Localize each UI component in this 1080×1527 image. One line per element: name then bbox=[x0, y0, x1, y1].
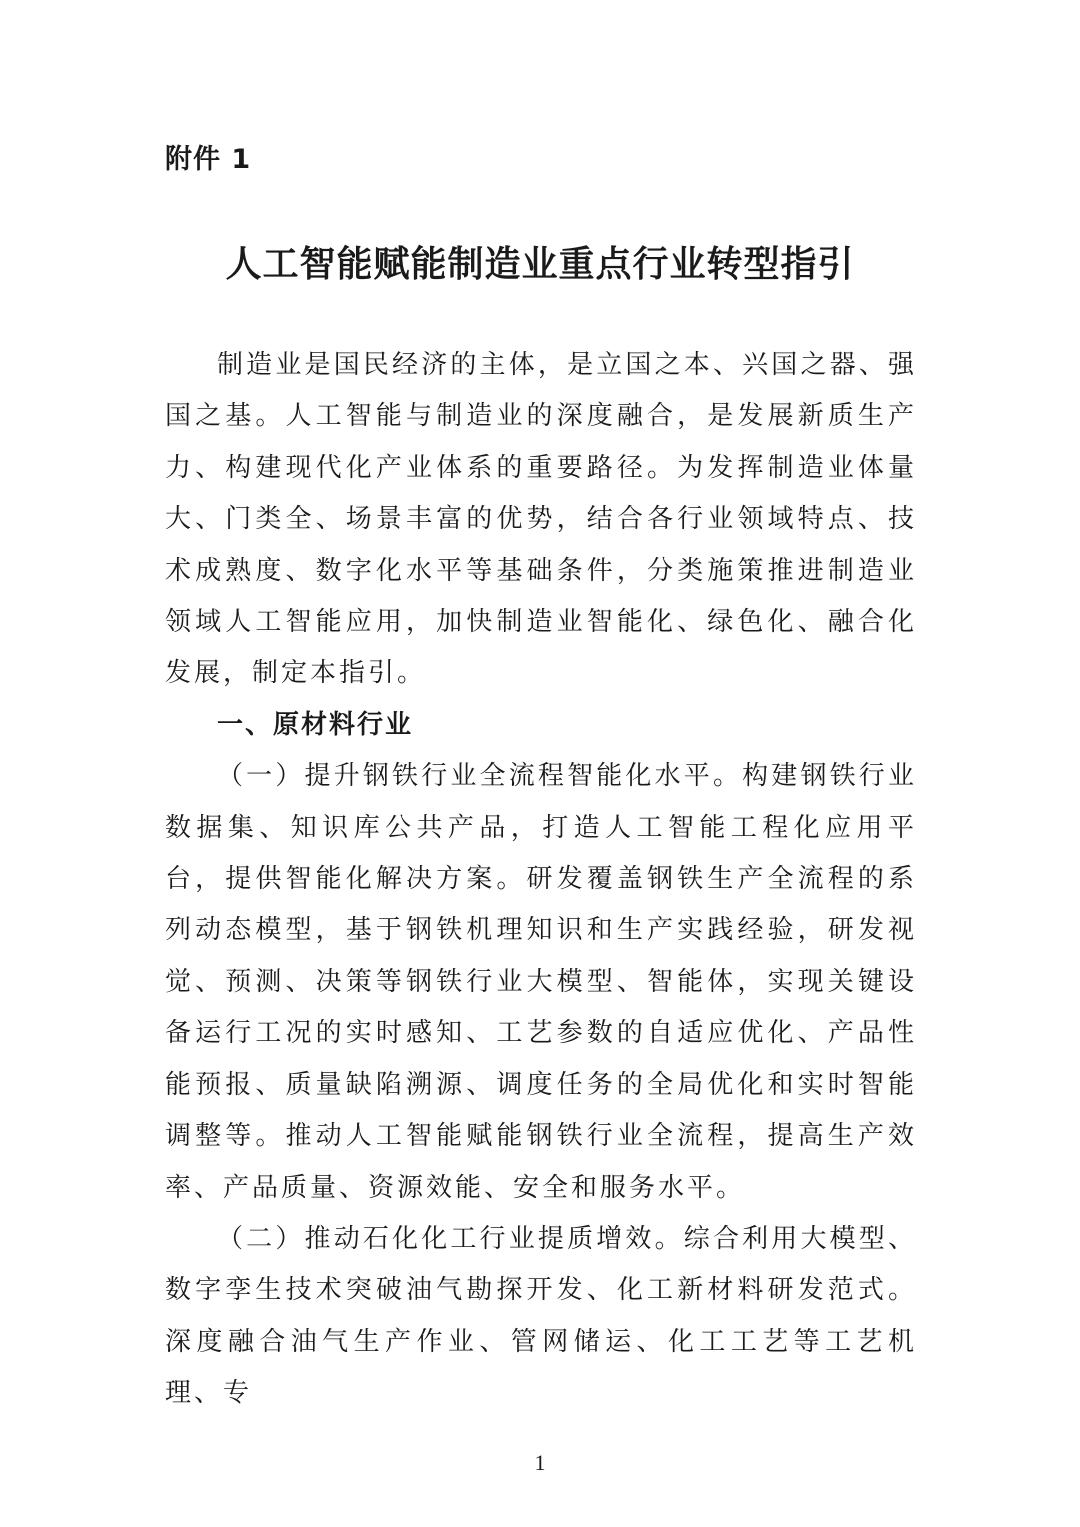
paragraph-steel-industry: （一）提升钢铁行业全流程智能化水平。构建钢铁行业数据集、知识库公共产品，打造人工智能工程化应用平台，提供智能化解决方案。研发覆盖钢铁生产全流程的系列动态模型，基于钢铁机理知识和生产实践经验，研发视觉、预测、决策等钢铁行业大模型、智能体，实现关键设备运行工况的实时感知、工艺参数的自适应优化、产品性能预报、质量缺陷溯源、调度任务的全局优化和实时智能调整等。推动人工智能赋能钢铁行业全流程，提高生产效率、产品质量、资源效能、安全和服务水平。 bbox=[165, 761, 917, 1203]
section-heading-raw-materials: 一、原材料行业 bbox=[217, 709, 414, 740]
attachment-label: 附件 1 bbox=[165, 144, 252, 175]
intro-paragraph: 制造业是国民经济的主体，是立国之本、兴国之器、强国之基。人工智能与制造业的深度融合，是发展新质生产力、构建现代化产业体系的重要路径。为发挥制造业体量大、门类全、场景丰富的优势，结合各行业领域特点、技术成熟度、数字化水平等基础条件，分类施策推进制造业领域人工智能应用，加快制造业智能化、绿色化、融合化发展，制定本指引。 bbox=[165, 350, 917, 689]
page-number: 1 bbox=[534, 1450, 546, 1475]
paragraph-petrochemical-industry: （二）推动石化化工行业提质增效。综合利用大模型、数字孪生技术突破油气勘探开发、化工新材料研发范式。深度融合油气生产作业、管网储运、化工工艺等工艺机理、专 bbox=[165, 1223, 917, 1409]
document-title: 人工智能赋能制造业重点行业转型指引 bbox=[225, 243, 855, 285]
document-body bbox=[165, 340, 917, 1420]
